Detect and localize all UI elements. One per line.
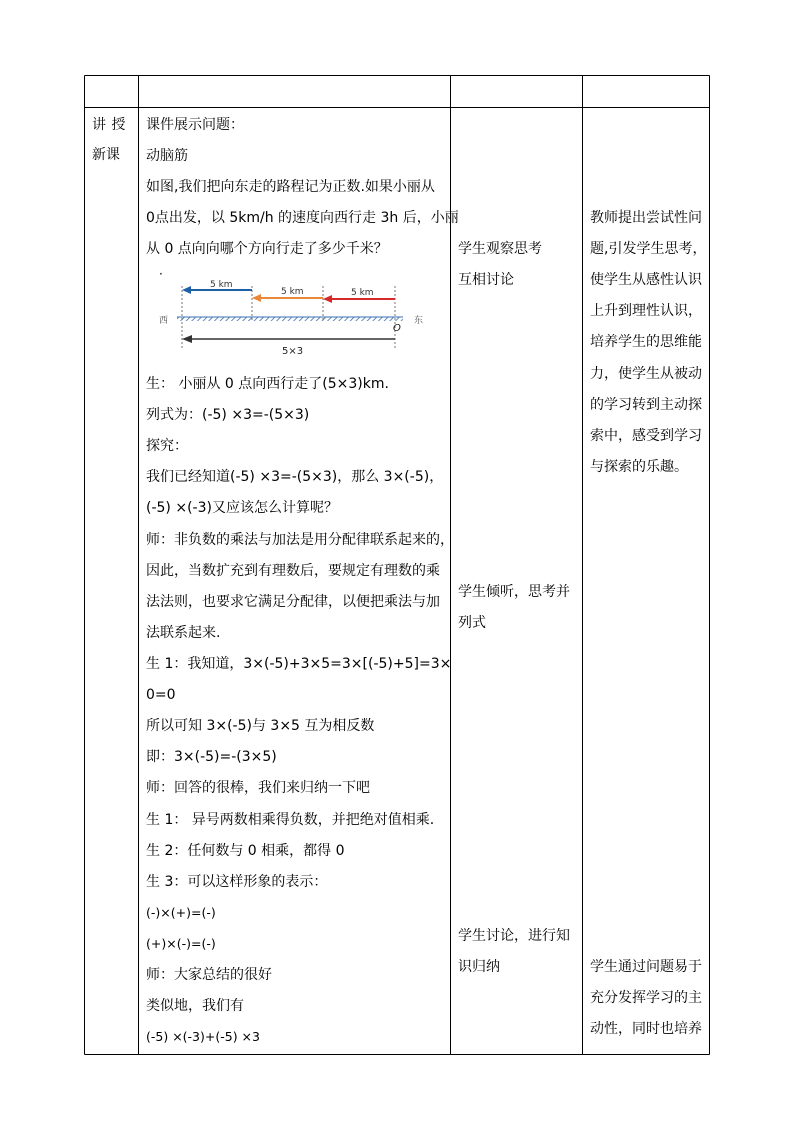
content-line: 师：大家总结的很好	[146, 967, 272, 983]
content-line: 师：非负数的乘法与加法是用分配律联系起来的，	[146, 532, 454, 548]
intent-line: 力，使学生从被动	[590, 366, 702, 382]
road-hatch	[177, 317, 403, 321]
content-line: 生 2：任何数与 0 相乘，都得 0	[146, 843, 345, 859]
intent-line: 学生通过问题易于	[590, 959, 702, 975]
intent-line: 教师提出尝试性问	[590, 210, 702, 226]
content-line: 生： 小丽从 0 点向西行走了(5×3)km.	[146, 376, 389, 392]
figure-dot-mark: ·	[159, 267, 163, 281]
content-line: 生 1：我知道，3×(-5)+3×5=3×[(-5)+5]=3×	[146, 656, 452, 672]
intent-line: 索中，感受到学习	[590, 428, 702, 444]
content-line: 动脑筋	[146, 148, 188, 164]
intent-line: 培养学生的思维能	[590, 334, 702, 350]
intent-line: 题,引发学生思考，	[590, 241, 707, 257]
east-label: 东	[414, 316, 424, 326]
content-line: (+)×(-)=(-)	[146, 936, 216, 951]
content-line: 列式为：(-5) ×3=-(5×3)	[146, 407, 310, 423]
student-line: 学生讨论，进行知	[458, 928, 570, 944]
content-line: 所以可知 3×(-5)与 3×5 互为相反数	[146, 718, 375, 734]
content-line: 类似地，我们有	[146, 998, 244, 1014]
content-line: 法联系起来.	[146, 625, 221, 641]
student-line: 学生观察思考	[458, 241, 542, 257]
student-line: 学生倾听，思考并	[458, 584, 570, 600]
intent-line: 使学生从感性认识	[590, 272, 702, 288]
content-line: (-)×(+)=(-)	[146, 905, 216, 920]
arrow-orange-label: 5 km	[281, 287, 304, 297]
intent-line: 的学习转到主动探	[590, 397, 702, 413]
content-line: 探究：	[146, 438, 188, 454]
intent-line: 与探索的乐趣。	[590, 459, 688, 475]
arrow-total	[182, 335, 395, 343]
content-line: 从 0 点向向哪个方向行走了多少千米？	[146, 241, 388, 257]
content-line: 0点出发，以 5km/h 的速度向西行走 3h 后，小丽	[146, 210, 459, 226]
student-line: 识归纳	[458, 959, 500, 975]
content-line: 即：3×(-5)=-(3×5)	[146, 749, 277, 765]
content-line: 生 1： 异号两数相乘得负数，并把绝对值相乘.	[146, 812, 435, 828]
content-line: 生 3：可以这样形象的表示：	[146, 874, 328, 890]
arrow-red-label: 5 km	[351, 288, 374, 298]
student-line: 列式	[458, 615, 486, 631]
content-line: 如图,我们把向东走的路程记为正数.如果小丽从	[146, 179, 435, 195]
total-label: 5×3	[282, 346, 304, 357]
intent-line: 动性，同时也培养	[590, 1021, 702, 1037]
student-line: 互相讨论	[458, 272, 514, 288]
distance-diagram	[155, 278, 435, 360]
intent-line: 上升到理性认识，	[590, 303, 702, 319]
intent-line: 充分发挥学习的主	[590, 990, 702, 1006]
content-line: 法法则，也要求它满足分配律，以便把乘法与加	[146, 594, 440, 610]
content-line: 0=0	[146, 687, 176, 703]
content-line: (-5) ×(-3)+(-5) ×3	[146, 1029, 260, 1044]
stage-label-line-2: 新课	[92, 147, 120, 163]
content-line: 课件展示问题：	[146, 117, 244, 133]
content-line: 师：回答的很棒，我们来归纳一下吧	[146, 780, 370, 796]
content-line: 我们已经知道(-5) ×3=-(5×3)，那么 3×(-5)，	[146, 469, 444, 485]
stage-label-line-1: 讲 授	[92, 117, 126, 133]
arrow-blue-label: 5 km	[210, 280, 233, 290]
west-label: 西	[159, 316, 169, 326]
content-line: (-5) ×(-3)又应该怎么计算呢？	[146, 500, 338, 516]
origin-label: O	[393, 323, 401, 334]
content-line: 因此，当数扩充到有理数后，要规定有理数的乘	[146, 563, 440, 579]
